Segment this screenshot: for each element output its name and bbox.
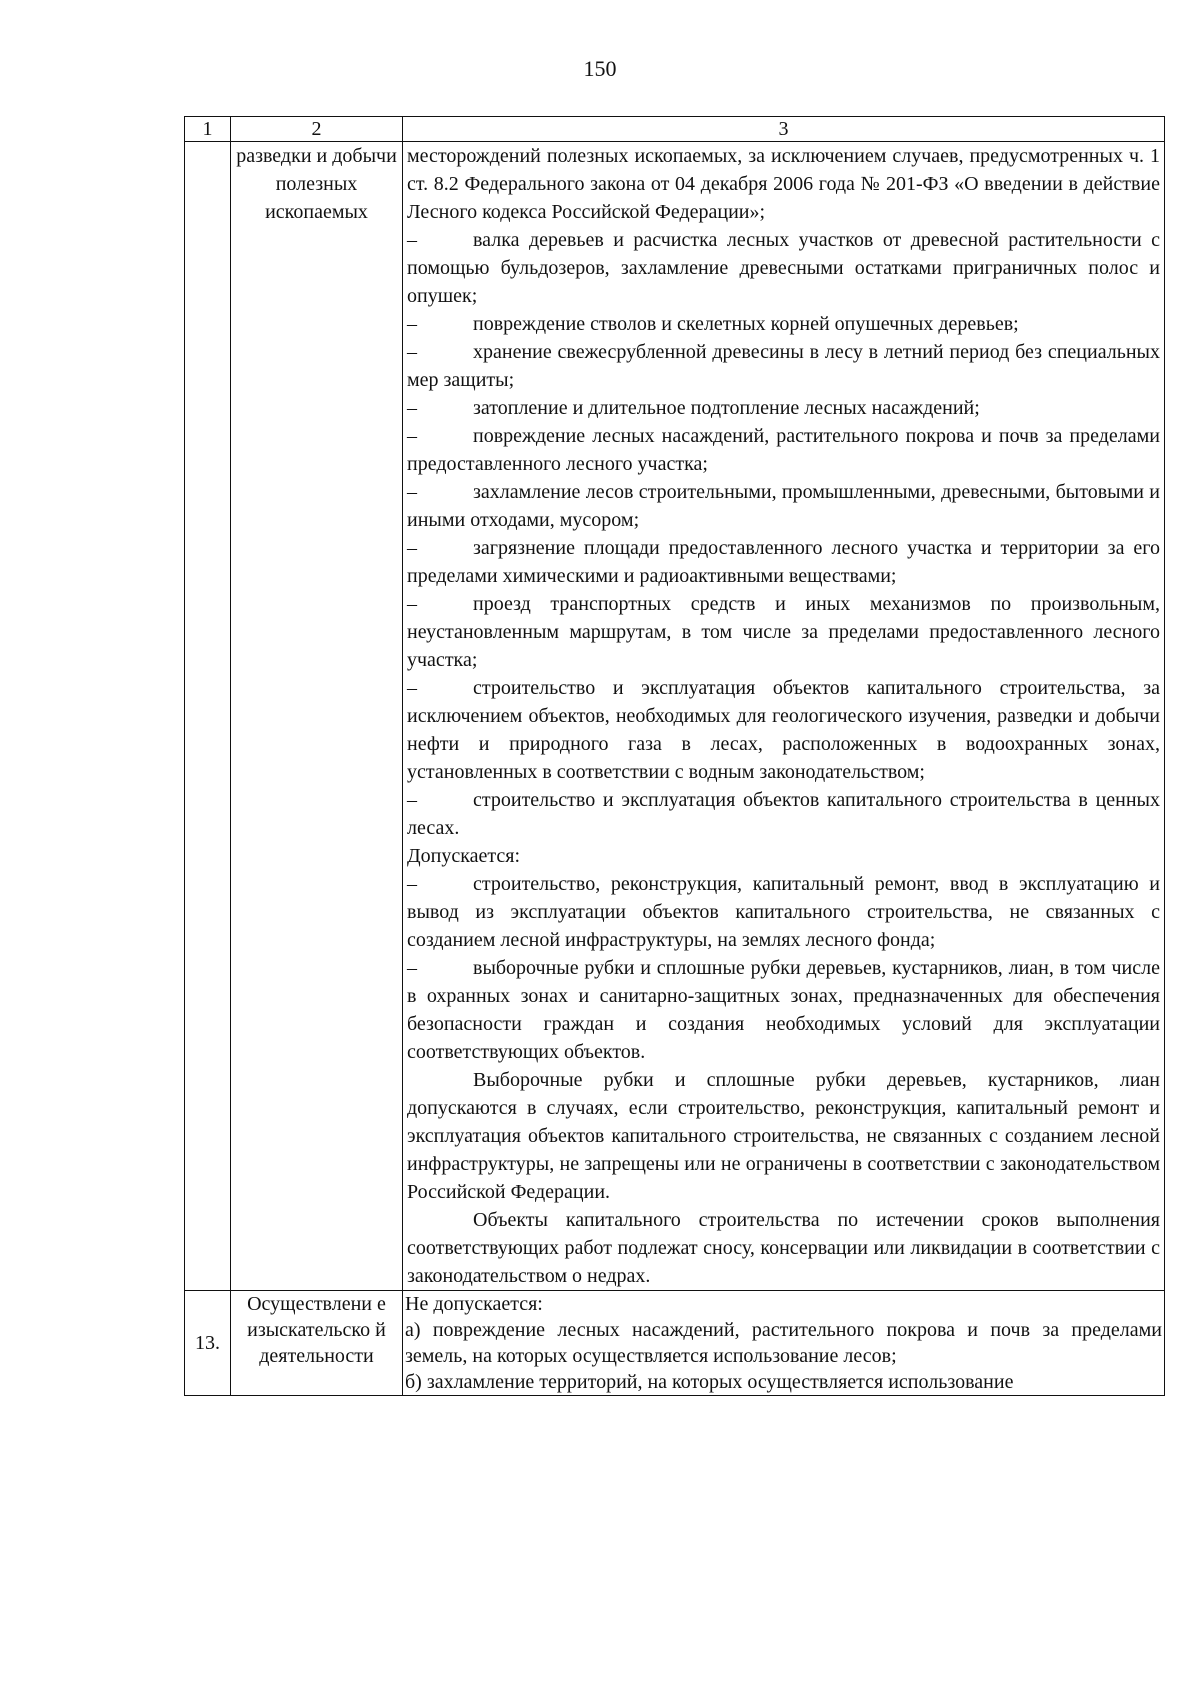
list-item-text: строительство и эксплуатация объектов капитального строительства, за исключением объектов, необходимых для геологического изучения, разведки и добычи нефти и природного газа в лесах, расположенных в водоохранных зонах, установленных в соответствии с водным законодательством;	[407, 677, 1160, 783]
dash-marker: –	[407, 873, 417, 895]
dash-marker: –	[407, 957, 417, 979]
list-item	[407, 786, 1160, 842]
list-item-text: строительство, реконструкция, капитальный ремонт, ввод в эксплуатацию и вывод из эксплуатации объектов капитального строительства, не связанных с созданием лесной инфраструктуры, на землях лесного фонда;	[407, 873, 1160, 951]
list-item	[407, 422, 1160, 478]
header-col-2: 2	[231, 117, 403, 142]
table-row-continuation	[185, 142, 1165, 1291]
list-item	[407, 394, 1160, 422]
paragraph-demolition: Объекты капитального строительства по истечении сроков выполнения соответствующих работ подлежат сносу, консервации или ликвидации в соответствии с законодательством о недрах.	[407, 1209, 1160, 1287]
allowed-list	[407, 870, 1160, 1066]
prohibited-list	[407, 226, 1160, 842]
list-item-text: валка деревьев и расчистка лесных участков от древесной растительности с помощью бульдозеров, захламление древесными остатками приграничных полос и опушек;	[407, 229, 1160, 307]
dash-marker: –	[407, 537, 417, 559]
list-item-text: проезд транспортных средств и иных механизмов по произвольным, неустановленным маршрутам, в том числе за пределами предоставленного лесного участка;	[407, 593, 1160, 671]
intro-paragraph: месторождений полезных ископаемых, за исключением случаев, предусмотренных ч. 1 ст. 8.2 Федерального закона от 04 декабря 2006 года № 201-ФЗ «О введении в действие Лесного кодекса Российской Федерации»;	[407, 145, 1160, 223]
table-row-13	[185, 1291, 1165, 1396]
list-item	[407, 674, 1160, 786]
dash-marker: –	[407, 593, 417, 615]
dash-marker: –	[407, 341, 417, 363]
dash-marker: –	[407, 481, 417, 503]
dash-marker: –	[407, 313, 417, 335]
header-col-1: 1	[185, 117, 231, 142]
restrictions-cell	[403, 142, 1165, 1291]
dash-marker: –	[407, 425, 417, 447]
list-item-text: захламление лесов строительными, промышленными, древесными, бытовыми и иными отходами, мусором;	[407, 481, 1160, 531]
restrictions-cell	[403, 1291, 1165, 1396]
list-item	[407, 226, 1160, 310]
list-item-text: повреждение стволов и скелетных корней опушечных деревьев;	[473, 313, 1019, 335]
list-item	[407, 534, 1160, 590]
row-number-cell: 13.	[185, 1291, 231, 1396]
list-item-text: повреждение лесных насаждений, растительного покрова и почв за пределами предоставленного лесного участка;	[407, 425, 1160, 475]
list-item	[407, 338, 1160, 394]
dash-marker: –	[407, 677, 417, 699]
list-item	[407, 310, 1160, 338]
list-item-text: строительство и эксплуатация объектов капитального строительства в ценных лесах.	[407, 789, 1160, 839]
list-item-text: затопление и длительное подтопление лесных насаждений;	[473, 397, 980, 419]
list-item	[407, 870, 1160, 954]
list-item	[407, 590, 1160, 674]
dash-marker: –	[407, 397, 417, 419]
paragraph-felling: Выборочные рубки и сплошные рубки деревьев, кустарников, лиан допускаются в случаях, если строительство, реконструкция, капитальный ремонт и эксплуатация объектов капитального строительства, не связанных с созданием лесной инфраструктуры, не запрещены или не ограничены в соответствии с законодательством Российской Федерации.	[407, 1069, 1160, 1203]
allowed-heading: Допускается:	[407, 845, 521, 867]
regulation-table	[184, 116, 1165, 1396]
page-number: 150	[583, 56, 617, 81]
item-a: а) повреждение лесных насаждений, растительного покрова и почв за пределами земель, на которых осуществляется использование лесов;	[405, 1319, 1162, 1367]
list-item-text: загрязнение площади предоставленного лесного участка и территории за его пределами химическими и радиоактивными веществами;	[407, 537, 1160, 587]
list-item-text: хранение свежесрубленной древесины в лесу в летний период без специальных мер защиты;	[407, 341, 1160, 391]
list-item	[407, 478, 1160, 534]
row-number-cell	[185, 142, 231, 1291]
list-item-text: выборочные рубки и сплошные рубки деревьев, кустарников, лиан, в том числе в охранных зонах и санитарно-защитных зонах, предназначенных для обеспечения безопасности граждан и создания необходимых условий для эксплуатации соответствующих объектов.	[407, 957, 1160, 1063]
item-b: б) захламление территорий, на которых осуществляется использование	[405, 1371, 1014, 1393]
activity-name-cell: разведки и добычи полезных ископаемых	[231, 142, 403, 1291]
dash-marker: –	[407, 229, 417, 251]
list-item	[407, 954, 1160, 1066]
dash-marker: –	[407, 789, 417, 811]
prohibited-heading: Не допускается:	[405, 1293, 543, 1315]
table-header-row	[185, 117, 1165, 142]
activity-name-cell: Осуществлени е изыскательско й деятельности	[231, 1291, 403, 1396]
header-col-3: 3	[403, 117, 1165, 142]
